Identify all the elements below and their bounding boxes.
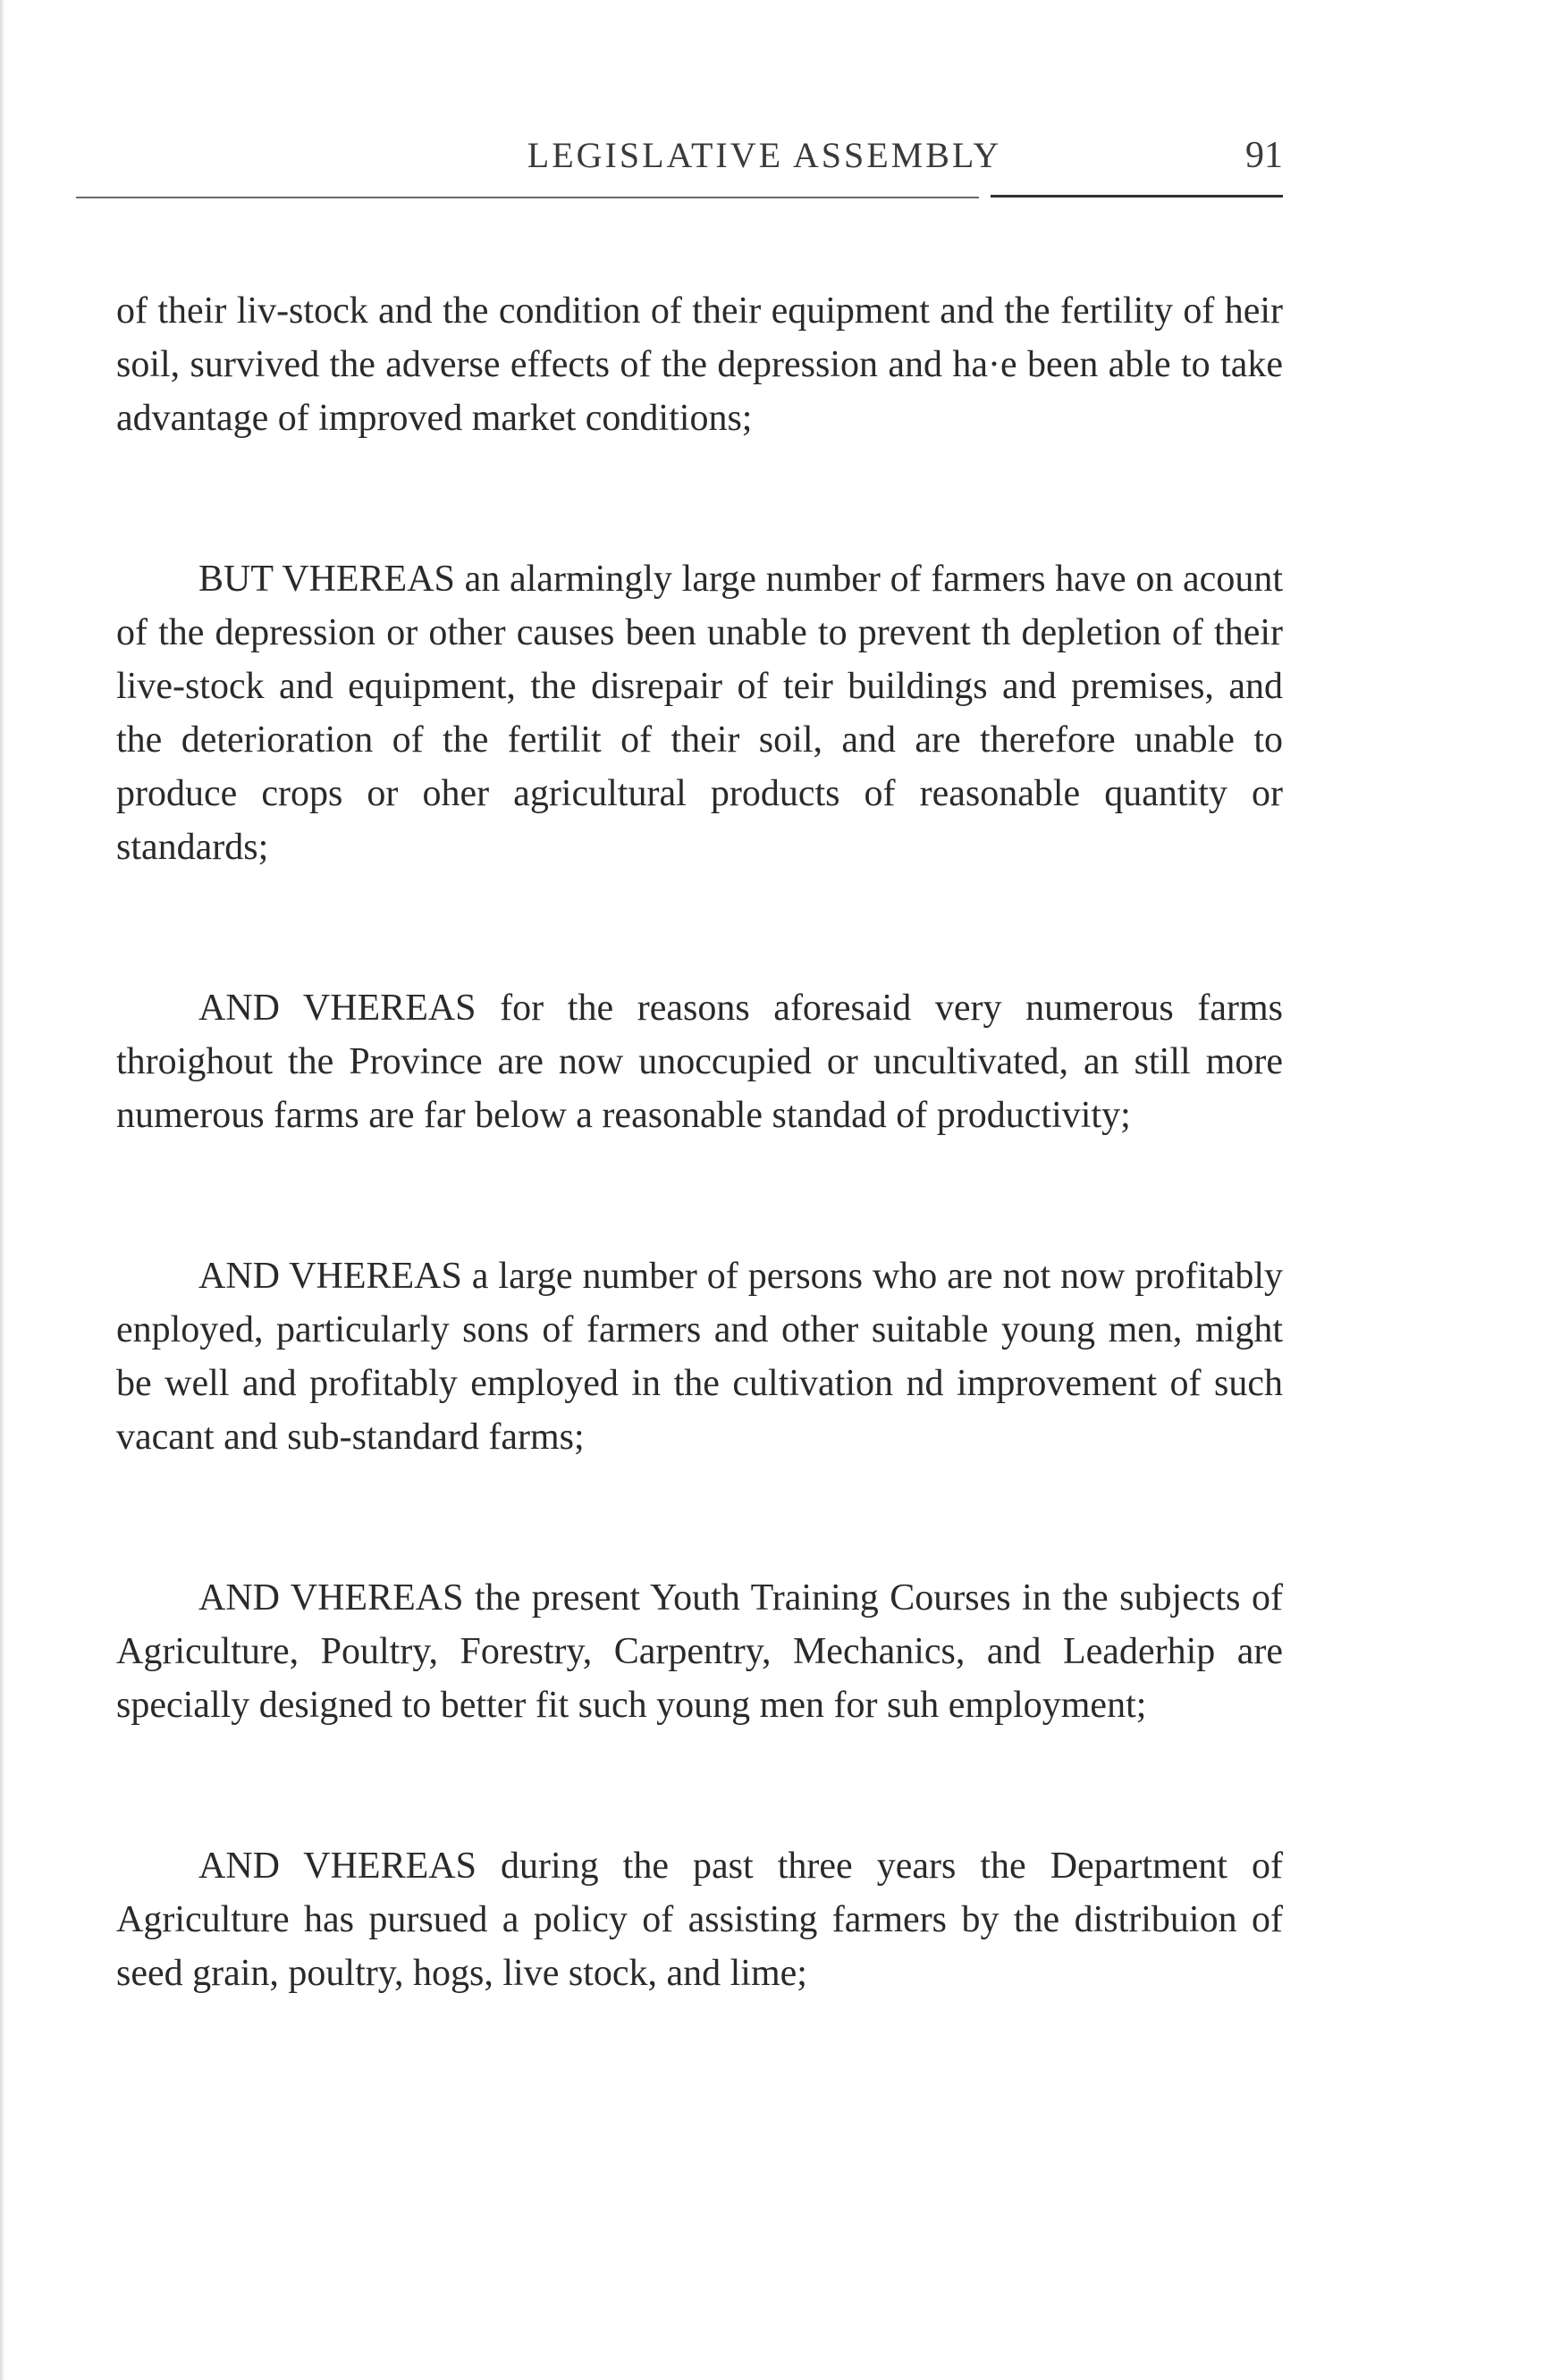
body-text: [116, 284, 1283, 2000]
running-title: LEGISLATIVE ASSEMBLY: [527, 135, 1002, 175]
header-rule-right: [991, 195, 1283, 198]
paragraph-whereas-department: AND VHEREAS during the past three years the Department of Agriculture has pursued a policy of assisting farmers by the distribuion of seed grain, poultry, hogs, live stock, and lime;: [116, 1846, 1283, 1994]
paragraph-whereas-farms: AND VHEREAS for the reasons aforesaid very numerous farms throighout the Province are now unoccupied or uncultivated, an still more numerous farms are far below a reasonable standad of productivity;: [116, 988, 1283, 1136]
paragraph-whereas-training: AND VHEREAS the present Youth Training Courses in the subjects of Agriculture, Poultry, Forestry, Carpentry, Mechanics, and Leaderhip are specially designed to better fit such young men for suh employment;: [116, 1577, 1283, 1726]
running-header: [116, 134, 1283, 188]
paragraph-but-whereas: BUT VHEREAS an alarmingly large number of farmers have on acount of the depression or other causes been unable to prevent th depletion of their live-stock and equipment, the disrepair of teir buildings and premises, and the deterioration of the fertilit of their soil, and are therefore unable to produce crops or oher agricultural products of reasonable quantity or standards;: [116, 559, 1283, 868]
page-number: 91: [1245, 135, 1283, 176]
paragraph-whereas-persons: AND VHEREAS a large number of persons who are not now profitably enployed, particularly sons of farmers and other suitable young men, might be well and profitably employed in the cultivation nd improvement of such vacant and sub-standard farms;: [116, 1256, 1283, 1458]
paragraph-continuation: of their liv-stock and the condition of their equipment and the fertility of heir soil, survived the adverse effects of the depression and ha·e been able to take advantage of improved market conditions;: [116, 290, 1283, 439]
header-rule-left: [76, 197, 979, 198]
page-edge-shadow: [0, 0, 5, 2380]
